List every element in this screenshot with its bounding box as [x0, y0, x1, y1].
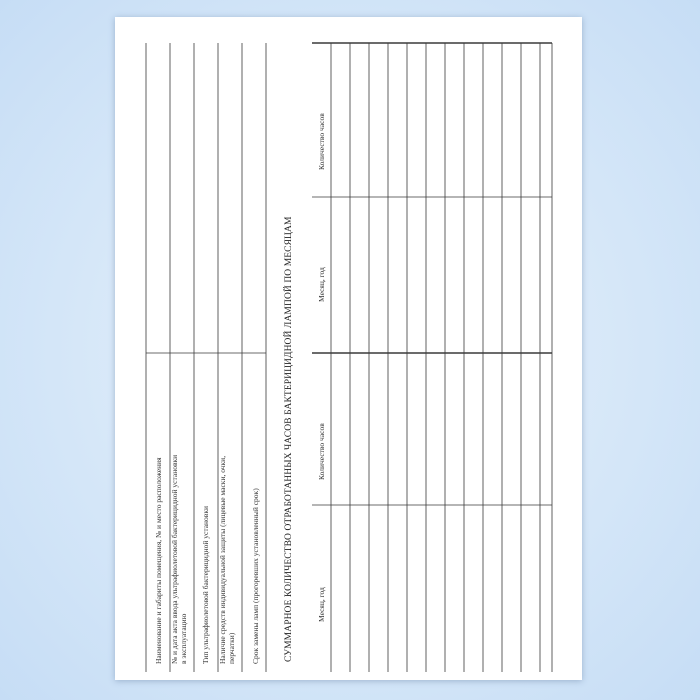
hours-count-header: Количество часов	[317, 423, 326, 480]
hours-grid	[312, 43, 552, 672]
rotated-form	[115, 17, 582, 680]
row-label-lamp-replacement: Срок замены ламп (прогоревших установленный срок)	[251, 488, 260, 664]
journal-page	[115, 17, 582, 680]
month-year-header: Месяц, год	[317, 267, 326, 302]
hours-count-header: Количество часов	[317, 113, 326, 170]
month-year-header: Месяц, год	[317, 587, 326, 622]
info-table	[146, 43, 266, 672]
row-label-type: Тип ультрафиолетовой бактерицидной установки	[201, 506, 210, 664]
row-label-room: Наименование и габариты помещения, № и место расположения	[154, 457, 163, 664]
row-label-act: № и дата акта ввода ультрафиолетовой бактерицидной установки в эксплуатацию	[170, 454, 188, 664]
row-label-protection: Наличие средств индивидуальной защиты (лицевые маски, очки, перчатки)	[218, 455, 236, 664]
section-title: СУММАРНОЕ КОЛИЧЕСТВО ОТРАБОТАННЫХ ЧАСОВ БАКТЕРИЦИДНОЙ ЛАМПОЙ ПО МЕСЯЦАМ	[284, 216, 294, 662]
